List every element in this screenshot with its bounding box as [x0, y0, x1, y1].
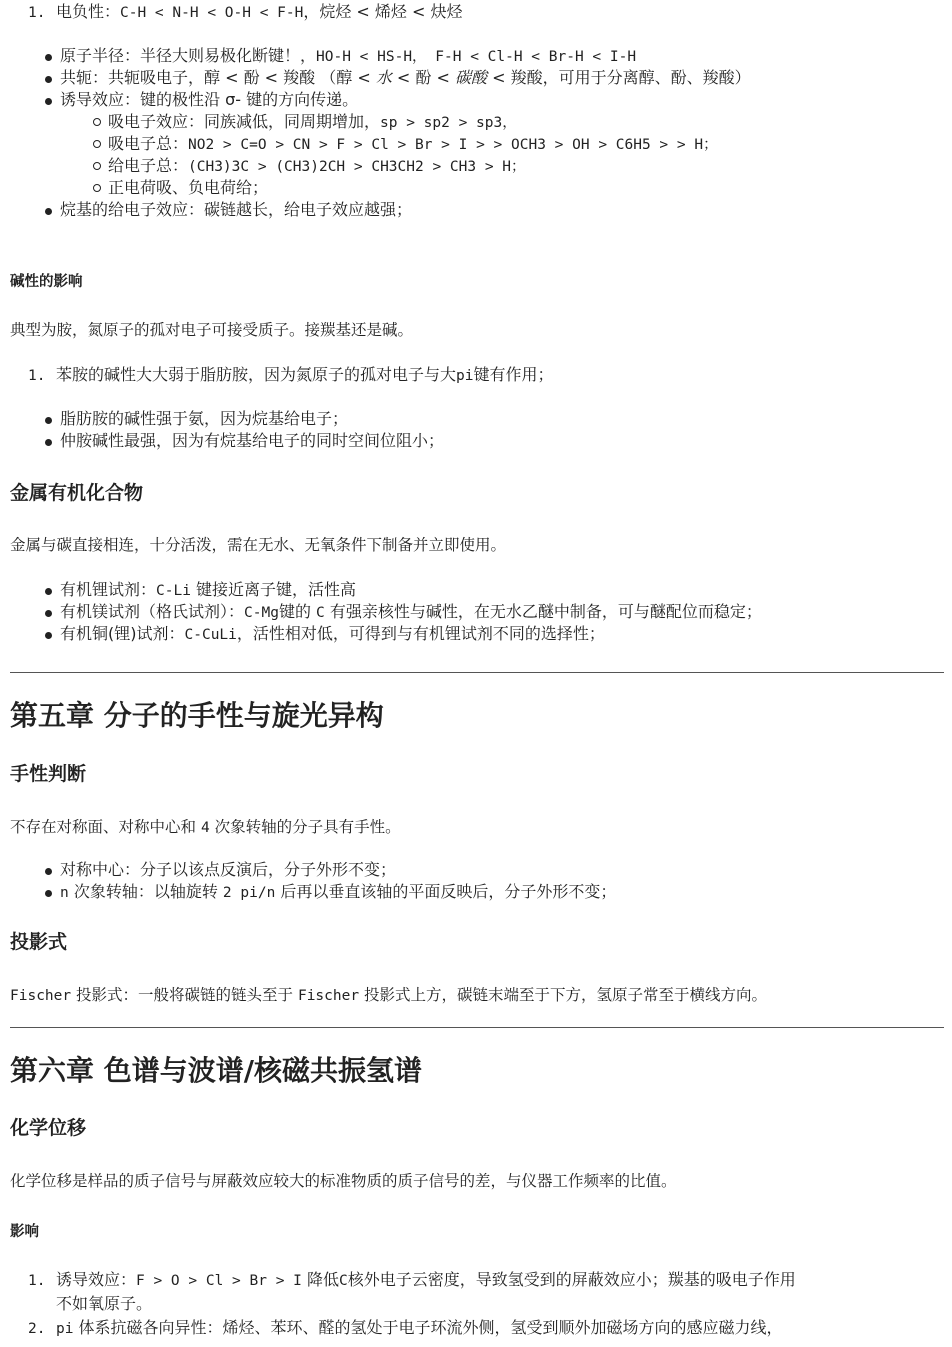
section-title-chemical-shift: 化学位移: [10, 1117, 87, 1139]
influence-item-1: 1. 诱导效应：F > O > Cl > Br > I 降低C核外电子云密度，导致氢受到的屏蔽效应小；羰基的吸电子作用: [28, 1270, 796, 1289]
section-title-organometal: 金属有机化合物: [10, 482, 144, 504]
chapter-divider: [10, 672, 944, 673]
sub-list-item: 吸电子效应：同族减低，同周期增加，sp > sp2 > sp3，: [90, 110, 952, 132]
sub-list-item: 吸电子总：NO2 > C=O > CN > F > Cl > Br > I > > OCH3 > OH > C6H5 > > H；: [90, 132, 952, 154]
list-item: 有机铜(锂)试剂：C-CuLi，活性相对低，可得到与有机锂试剂不同的选择性；: [40, 622, 952, 644]
acid-item-1: 1. 电负性：C-H < N-H < O-H < F-H，烷烃 < 烯烃 < 炔烃: [28, 0, 944, 25]
chapter-divider: [10, 1027, 944, 1028]
list-item: n 次象转轴：以轴旋转 2 pi/n 后再以垂直该轴的平面反映后，分子外形不变；: [40, 880, 952, 902]
list-item: 有机镁试剂（格氏试剂）：C-Mg键的 C 有强亲核性与碱性，在无水乙醚中制备，可与醚配位而稳定；: [40, 600, 952, 622]
list-item: 仲胺碱性最强，因为有烷基给电子的同时空间位阻小；: [40, 429, 952, 451]
chapter-6-title: 第六章 色谱与波谱/核磁共振氢谱: [10, 1054, 422, 1087]
basicity-item-1: 1. 苯胺的碱性大大弱于脂肪胺，因为氮原子的孤对电子与大pi键有作用；: [28, 365, 554, 384]
list-item: 烷基的给电子效应：碳链越长，给电子效应越强；: [40, 198, 952, 220]
section-title-influence: 影响: [10, 1224, 39, 1240]
projection-text: Fischer 投影式：一般将碳链的链头至于 Fischer 投影式上方，碳链末端至于下方，氢原子常至于横线方向。: [10, 986, 768, 1004]
sub-list-item: 正电荷吸、负电荷给；: [90, 176, 952, 198]
list-item: 诱导效应：键的极性沿 σ- 键的方向传递。: [40, 88, 952, 110]
influence-item-1-continued: 不如氧原子。: [56, 1294, 153, 1313]
list-item: 原子半径：半径大则易极化断键！，HO-H < HS-H， F-H < Cl-H < Br-H < I-H: [40, 44, 952, 66]
chemical-shift-intro: 化学位移是样品的质子信号与屏蔽效应较大的标准物质的质子信号的差，与仪器工作频率的比值。: [10, 1172, 677, 1190]
chirality-intro: 不存在对称面、对称中心和 4 次象转轴的分子具有手性。: [10, 818, 401, 836]
basicity-bullets: [0, 407, 952, 451]
sub-list-item: 给电子总：(CH3)3C > (CH3)2CH > CH3CH2 > CH3 > H；: [90, 154, 952, 176]
list-number: 1.: [28, 5, 46, 21]
acid-bullets: [0, 44, 952, 220]
list-item: 共轭：共轭吸电子，醇 < 酚 < 羧酸 （醇 < 水 < 酚 < 碳酸 < 羧酸，可用于分离醇、酚、羧酸）: [40, 66, 952, 88]
organometal-intro: 金属与碳直接相连，十分活泼，需在无水、无氧条件下制备并立即使用。: [10, 536, 507, 554]
section-title-chirality: 手性判断: [10, 763, 87, 785]
chapter-5-title: 第五章 分子的手性与旋光异构: [10, 699, 384, 732]
section-title-basicity: 碱性的影响: [10, 274, 83, 290]
organometal-bullets: [0, 578, 952, 644]
list-item: 脂肪胺的碱性强于氨，因为烷基给电子；: [40, 407, 952, 429]
list-item: 对称中心：分子以该点反演后，分子外形不变；: [40, 858, 952, 880]
section-title-projection: 投影式: [10, 931, 68, 953]
influence-item-2: 2. pi 体系抗磁各向异性：烯烃、苯环、醛的氢处于电子环流外侧，氢受到顺外加磁场方向的感应磁力线，: [28, 1318, 783, 1337]
chirality-bullets: [0, 858, 952, 902]
list-item: 有机锂试剂：C-Li 键接近离子键，活性高: [40, 578, 952, 600]
basicity-intro: 典型为胺，氮原子的孤对电子可接受质子。接羰基还是碱。: [10, 321, 414, 339]
